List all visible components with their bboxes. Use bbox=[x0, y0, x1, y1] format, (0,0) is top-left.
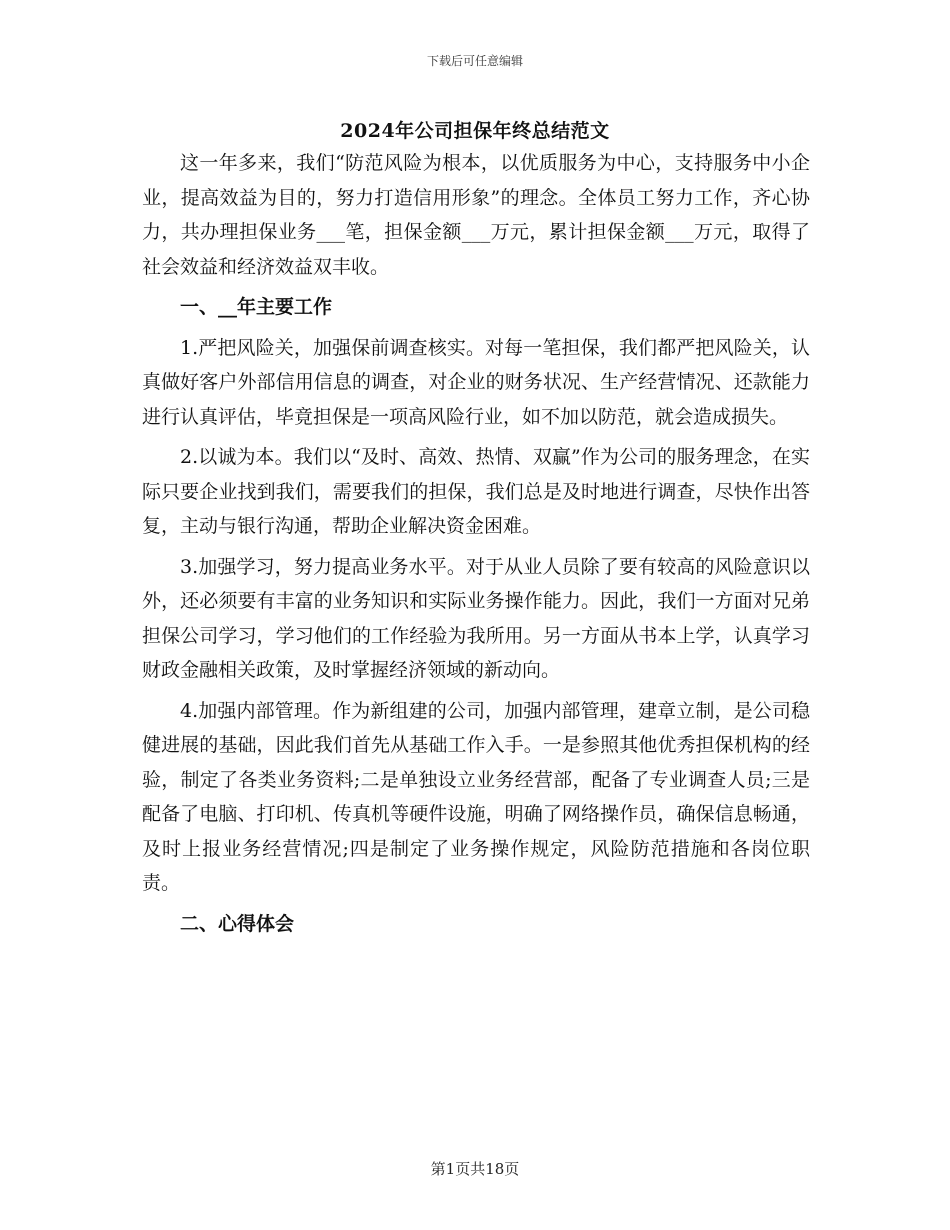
header-note: 下载后可任意编辑 bbox=[426, 54, 523, 68]
section-heading-main-work: 一、__年主要工作 bbox=[180, 296, 333, 318]
work-item-3: 3.加强学习，努力提高业务水平。对于从业人员除了要有较高的风险意识以外，还必须要有丰富的业务知识和实际业务操作能力。因此，我们一方面对兄弟担保公司学习，学习他们的工作经验为我所用。另一方面从书本上学，认真学习财政金融相关政策，及时掌握经济领域的新动向。 bbox=[142, 555, 810, 681]
document-title: 2024年公司担保年终总结范文 bbox=[340, 120, 610, 142]
work-item-4: 4.加强内部管理。作为新组建的公司，加强内部管理，建章立制，是公司稳健进展的基础，因此我们首先从基础工作入手。一是参照其他优秀担保机构的经验，制定了各类业务资料;二是单独设立业务经营部，配备了专业调查人员;三是配备了电脑、打印机、传真机等硬件设施，明确了网络操作员，确保信息畅通，及时上报业务经营情况;四是制定了业务操作规定，风险防范措施和各岗位职责。 bbox=[142, 699, 810, 894]
document-body bbox=[142, 146, 810, 947]
work-item-1: 1.严把风险关，加强保前调查核实。对每一笔担保，我们都严把风险关，认真做好客户外部信用信息的调查，对企业的财务状况、生产经营情况、还款能力进行认真评估，毕竟担保是一项高风险行业，如不加以防范，就会造成损失。 bbox=[142, 336, 810, 428]
page-number: 第1页共18页 bbox=[430, 1160, 520, 1178]
intro-paragraph: 这一年多来，我们“防范风险为根本，以优质服务为中心，支持服务中小企业，提高效益为目的，努力打造信用形象”的理念。全体员工努力工作，齐心协力，共办理担保业务___笔，担保金额___万元，累计担保金额___万元，取得了社会效益和经济效益双丰收。 bbox=[142, 152, 810, 278]
section-heading-experience: 二、心得体会 bbox=[180, 912, 295, 935]
work-item-2: 2.以诚为本。我们以“及时、高效、热情、双赢”作为公司的服务理念，在实际只要企业找到我们，需要我们的担保，我们总是及时地进行调查，尽快作出答复，主动与银行沟通，帮助企业解决资金困难。 bbox=[142, 446, 810, 537]
